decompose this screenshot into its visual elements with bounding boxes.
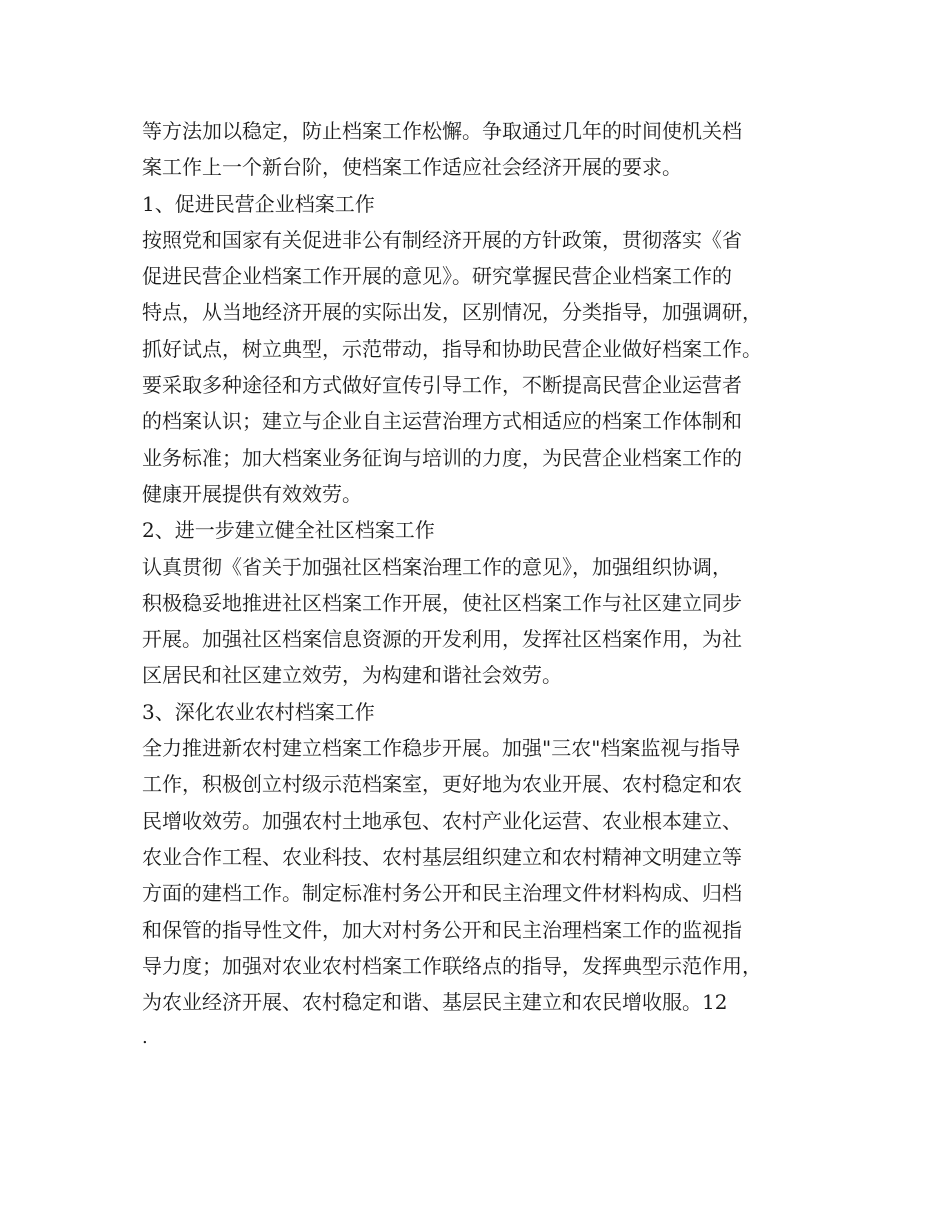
- paragraph-line: 全力推进新农村建立档案工作稳步开展。加强"三农"档案监视与指导: [142, 736, 741, 761]
- paragraph-line: 特点，从当地经济开展的实际出发，区别情况，分类指导，加强调研，: [142, 300, 762, 325]
- paragraph-line: 等方法加以稳定，防止档案工作松懈。争取通过几年的时间使机关档: [142, 119, 742, 143]
- paragraph-line: 的档案认识；建立与企业自主运营治理方式相适应的档案工作体制和: [142, 409, 742, 434]
- paragraph-line: 积极稳妥地推进社区档案工作开展，使社区档案工作与社区建立同步: [142, 590, 742, 615]
- paragraph-line: 健康开展提供有效效劳。: [142, 481, 362, 506]
- paragraph-line: 认真贯彻《省关于加强社区档案治理工作的意见》，加强组织协调，: [142, 554, 732, 579]
- document-body: [142, 113, 842, 1057]
- paragraph-line: 案工作上一个新台阶，使档案工作适应社会经济开展的要求。: [142, 155, 682, 180]
- paragraph-line: 农业合作工程、农业科技、农村基层组织建立和农村精神文明建立等: [142, 844, 742, 869]
- paragraph-line: 工作，积极创立村级示范档案室，更好地为农业开展、农村稳定和农: [142, 772, 742, 797]
- paragraph-line: 民增收效劳。加强农村土地承包、农村产业化运营、农业根本建立、: [142, 808, 742, 833]
- section-heading-3: 3、深化农业农村档案工作: [142, 699, 375, 724]
- paragraph-line: 按照党和国家有关促进非公有制经济开展的方针政策，贯彻落实《省: [142, 227, 742, 252]
- trailing-dot: .: [142, 1027, 148, 1049]
- section-heading-1: 1、促进民营企业档案工作: [142, 191, 375, 216]
- paragraph-line: 导力度；加强对农业农村档案工作联络点的指导，发挥典型示范作用，: [142, 953, 762, 978]
- paragraph-line: 开展。加强社区档案信息资源的开发利用，发挥社区档案作用，为社: [142, 627, 742, 652]
- section-heading-2: 2、进一步建立健全社区档案工作: [142, 518, 435, 543]
- paragraph-line: 业务标准；加大档案业务征询与培训的力度，为民营企业档案工作的: [142, 445, 742, 470]
- paragraph-line: 抓好试点，树立典型，示范带动，指导和协助民营企业做好档案工作。: [142, 336, 762, 361]
- paragraph-line: 为农业经济开展、农村稳定和谐、基层民主建立和农民增收服。12: [142, 990, 728, 1015]
- paragraph-line: 要采取多种途径和方式做好宣传引导工作，不断提高民营企业运营者: [142, 373, 742, 398]
- paragraph-line: 区居民和社区建立效劳，为构建和谐社会效劳。: [142, 663, 562, 688]
- paragraph-line: 方面的建档工作。制定标准村务公开和民主治理文件材料构成、归档: [142, 881, 742, 906]
- paragraph-line: 促进民营企业档案工作开展的意见》。研究掌握民营企业档案工作的: [142, 264, 732, 289]
- paragraph-line: 和保管的指导性文件，加大对村务公开和民主治理档案工作的监视指: [142, 917, 742, 942]
